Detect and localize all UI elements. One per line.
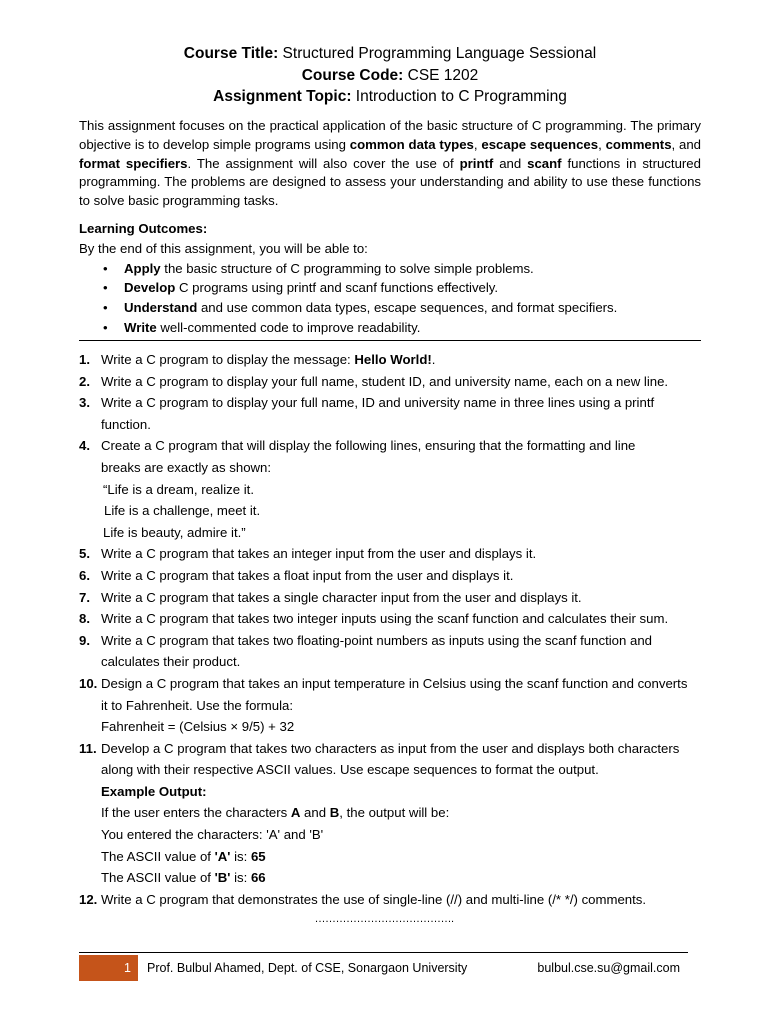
example-line: If the user enters the characters A and B, the output will be: [101, 805, 450, 821]
learning-outcomes-title: Learning Outcomes: [79, 221, 208, 236]
list-item: • Apply the basic structure of C programming to solve simple problems. [79, 259, 701, 279]
bullet-icon: • [103, 280, 108, 296]
task-item-5: 5. Write a C program that takes an integer input from the user and displays it. [79, 546, 537, 562]
learning-outcomes-lead: By the end of this assignment, you will be able to: [79, 241, 368, 256]
intro-paragraph: This assignment focuses on the practical application of the basic structure of C programming. The primary objective is to develop simple programs using common data types, escape sequences, comments, and format specifiers. The assignment will also cover the use of printf and scanf functions in structured programming. The problems are designed to assess your understanding and ability to use these functions to solve basic programming tasks. [79, 118, 702, 209]
task-item-11: 11. Develop a C program that takes two characters as input from the user and displays both characters along with their respective ASCII values. Use escape sequences to format the output. Example Output: If the user enters the characters A and B, the output will be: You entered the characters: 'A' and 'B' The ASCII value of 'A' is: 65 The ASCII value of 'B' is: 66 [79, 738, 703, 889]
task-list [79, 349, 703, 910]
task-item-10: 10. Design a C program that takes an input temperature in Celsius using the scanf function and converts it to Fahrenheit. Use the formula: Fahrenheit = (Celsius × 9/5) + 32 [79, 673, 703, 738]
task-item-3: 3. Write a C program to display your full name, ID and university name in three lines using a printf function. [79, 395, 655, 432]
quote-line: Life is beauty, admire it.” [103, 524, 246, 540]
task-item-8: 8. Write a C program that takes two integer inputs using the scanf function and calculates their sum. [79, 611, 669, 627]
quote-line: “Life is a dream, realize it. [103, 481, 254, 497]
bullet-icon: • [103, 260, 108, 276]
task-item-12: 12. Write a C program that demonstrates the use of single-line (//) and multi-line (/* */) comments. [79, 891, 647, 907]
course-title: Course Title: Structured Programming Language Sessional [183, 45, 597, 62]
task-item-6: 6. Write a C program that takes a float input from the user and displays it. [79, 567, 514, 583]
example-line: The ASCII value of 'A' is: 65 [101, 848, 266, 864]
list-item: • Write well-commented code to improve readability. [79, 318, 701, 338]
footer-email: bulbul.cse.su@gmail.com [537, 961, 680, 975]
task-item-1: 1. Write a C program to display the message: Hello World!. [79, 352, 436, 367]
example-output-title: Example Output: [101, 783, 207, 799]
assignment-topic: Assignment Topic: Introduction to C Programming [213, 88, 567, 105]
learning-outcomes [79, 219, 701, 338]
learning-outcomes-list [79, 259, 701, 338]
bullet-icon: • [103, 319, 108, 335]
end-separator: …………………………………. [314, 913, 454, 925]
example-line: You entered the characters: 'A' and 'B' [101, 827, 324, 843]
page-number: 1 [124, 961, 131, 975]
task-item-9: 9. Write a C program that takes two floating-point numbers as inputs using the scanf function and calculates their product. [79, 632, 652, 670]
formula: Fahrenheit = (Celsius × 9/5) + 32 [101, 719, 295, 735]
page-number-box [79, 955, 138, 981]
task-item-2: 2. Write a C program to display your full name, student ID, and university name, each on a new line. [79, 373, 669, 389]
list-item: • Develop C programs using printf and scanf functions effectively. [79, 278, 701, 298]
footer-author: Prof. Bulbul Ahamed, Dept. of CSE, Sonargaon University [147, 961, 468, 975]
example-line: The ASCII value of 'B' is: 66 [101, 870, 266, 886]
bullet-icon: • [103, 300, 108, 316]
section-divider [79, 340, 701, 341]
task-item-4: 4. Create a C program that will display the following lines, ensuring that the formatting and line breaks are exactly as shown: “Life is a dream, realize it. Life is a challenge, meet it. Life is beauty, admire it.” [79, 435, 703, 543]
footer-divider [79, 952, 688, 953]
task-item-7: 7. Write a C program that takes a single character input from the user and displays it. [79, 589, 582, 605]
document-header [80, 43, 700, 108]
list-item: • Understand and use common data types, escape sequences, and format specifiers. [79, 298, 701, 318]
course-code: Course Code: CSE 1202 [301, 66, 479, 84]
quote-line: Life is a challenge, meet it. [104, 503, 261, 519]
